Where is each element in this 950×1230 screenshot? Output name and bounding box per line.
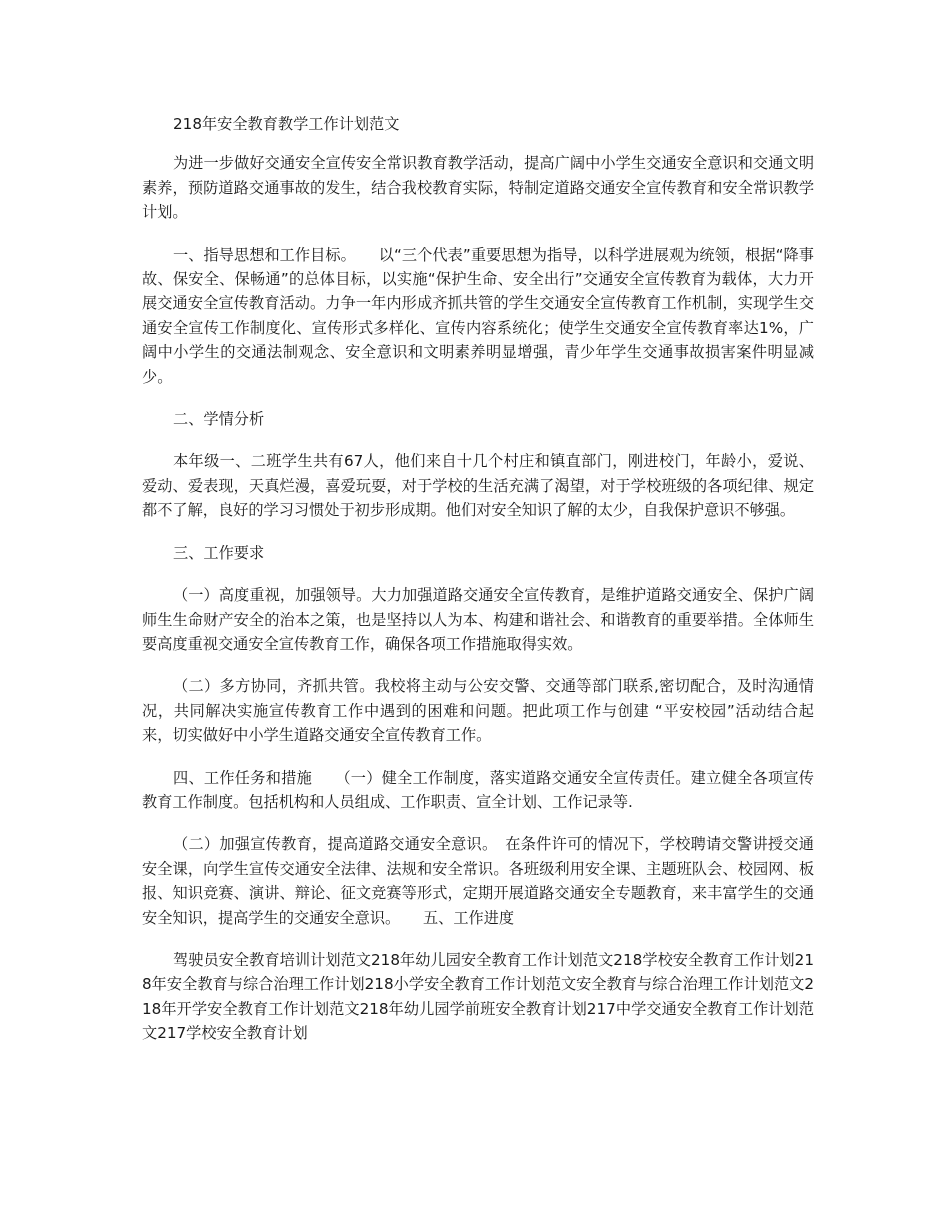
paragraph-requirement-1: （一）高度重视，加强领导。大力加强道路交通安全宣传教育，是维护道路交通安全、保护广阔师生生命财产安全的治本之策，也是坚持以人为本、构建和谐社会、和谐教育的重要举措。全体师生要高度重视交通安全宣传教育工作，确保各项工作措施取得实效。 xyxy=(142,586,814,653)
paragraph-related-links: 驾驶员安全教育培训计划范文218年幼儿园安全教育工作计划范文218学校安全教育工作计划218年安全教育与综合治理工作计划218小学安全教育工作计划范文安全教育与综合治理工作计划范文218年开学安全教育工作计划范文218年幼儿园学前班安全教育计划217中学交通安全教育工作计划范文217学校安全教育计划 xyxy=(142,950,814,1043)
paragraph-publicity-education: （二）加强宣传教育，提高道路交通安全意识。 在条件许可的情况下，学校聘请交警讲授交通安全课，向学生宣传交通安全法律、法规和安全常识。各班级利用安全课、主题班队会、校园网、板报、知识竞赛、演讲、辩论、征文竞赛等形式，定期开展道路交通安全专题教育，来丰富学生的交通安全知识，提高学生的交通安全意识。 五、工作进度 xyxy=(142,835,814,927)
heading-situation-analysis: 二、学情分析 xyxy=(173,410,265,429)
paragraph-intro: 为进一步做好交通安全宣传安全常识教育教学活动，提高广阔中小学生交通安全意识和交通文明素养，预防道路交通事故的发生，结合我校教育实际，特制定道路交通安全宣传教育和安全常识教学计划。 xyxy=(142,154,814,222)
document-page xyxy=(142,112,814,1064)
paragraph-guiding-ideas: 一、指导思想和工作目标。 以“三个代表”重要思想为指导，以科学进展观为统领，根据“降事故、保安全、保畅通”的总体目标，以实施“保护生命、安全出行”交通安全宣传教育为载体，大力开展交通安全宣传教育活动。力争一年内形成齐抓共管的学生交通安全宣传教育工作机制，实现学生交通安全宣传工作制度化、宣传形式多样化、宣传内容系统化；使学生交通安全宣传教育率达1%，广阔中小学生的交通法制观念、安全意识和文明素养明显增强，青少年学生交通事故损害案件明显减少。 xyxy=(142,245,814,386)
paragraph-requirement-2: （二）多方协同，齐抓共管。我校将主动与公安交警、交通等部门联系,密切配合，及时沟通情况，共同解决实施宣传教育工作中遇到的困难和问题。把此项工作与创建 “平安校园”活动结合起来，切实做好中小学生道路交通安全宣传教育工作。 xyxy=(142,677,814,745)
paragraph-tasks-measures: 四、工作任务和措施 （一）健全工作制度，落实道路交通安全宣传责任。建立健全各项宣传教育工作制度。包括机构和人员组成、工作职责、宣全计划、工作记录等. xyxy=(142,768,814,811)
paragraph-situation-analysis: 本年级一、二班学生共有67人，他们来自十几个村庄和镇直部门，刚进校门，年龄小，爱说、爱动、爱表现，天真烂漫，喜爱玩耍，对于学校的生活充满了渴望，对于学校班级的各项纪律、规定都不了解，良好的学习习惯处于初步形成期。他们对安全知识了解的太少，自我保护意识不够强。 xyxy=(142,452,814,520)
heading-work-requirements: 三、工作要求 xyxy=(173,543,265,562)
document-title: 218年安全教育教学工作计划范文 xyxy=(173,115,400,133)
